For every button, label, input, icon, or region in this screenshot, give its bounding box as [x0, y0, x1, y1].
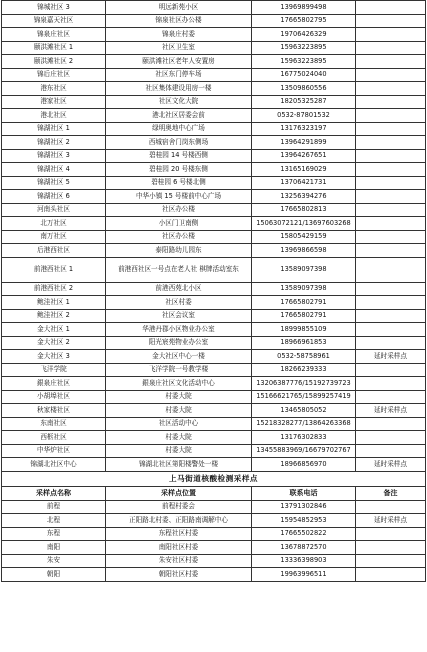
table-row [2, 41, 426, 55]
cell-community: 中华炉社区 [2, 444, 106, 458]
cell-note [356, 244, 426, 258]
cell-community: 前程 [2, 500, 106, 514]
cell-community: 鲍洼社区 1 [2, 296, 106, 310]
cell-community: 港北社区 [2, 109, 106, 123]
cell-phone: 0532-58758961 [252, 350, 356, 364]
cell-note [356, 390, 426, 404]
cell-location: 村委大院 [106, 404, 252, 418]
table-row [2, 458, 426, 472]
table-row [2, 55, 426, 69]
cell-note [356, 431, 426, 445]
cell-community: 后港西社区 [2, 244, 106, 258]
cell-community: 锦湖社区 1 [2, 122, 106, 136]
cell-community: 小胡埠社区 [2, 390, 106, 404]
cell-phone: 15954852953 [252, 514, 356, 528]
cell-location: 社区办公楼 [106, 230, 252, 244]
cell-location: 飞洋学院一号教学楼 [106, 363, 252, 377]
cell-location: 社区集体建设用房一楼 [106, 82, 252, 96]
cell-note [356, 554, 426, 568]
cell-location: 社区村委 [106, 296, 252, 310]
cell-note: 延时采样点 [356, 514, 426, 528]
table-row [2, 176, 426, 190]
cell-note [356, 55, 426, 69]
cell-phone: 18966961853 [252, 336, 356, 350]
cell-location: 社区卫生室 [106, 41, 252, 55]
cell-community: 东程 [2, 527, 106, 541]
table-row [2, 1, 426, 15]
cell-community: 锦湖社区 3 [2, 149, 106, 163]
cell-community: 西柩社区 [2, 431, 106, 445]
cell-phone: 13509860556 [252, 82, 356, 96]
table-row [2, 282, 426, 296]
cell-note [356, 109, 426, 123]
table-row [2, 28, 426, 42]
table-row [2, 514, 426, 528]
cell-community: 前港西社区 2 [2, 282, 106, 296]
cell-location: 前港西社区一号点在老人社 棋牌活动室东 [106, 257, 252, 282]
cell-note [356, 541, 426, 555]
cell-phone: 13336398903 [252, 554, 356, 568]
cell-location: 明远新苑小区 [106, 1, 252, 15]
cell-phone: 17665802813 [252, 203, 356, 217]
table-row [2, 163, 426, 177]
cell-location: 南阳社区村委 [106, 541, 252, 555]
cell-note [356, 217, 426, 231]
cell-note [356, 363, 426, 377]
table-row [2, 68, 426, 82]
cell-location: 前程村委会 [106, 500, 252, 514]
cell-note [356, 136, 426, 150]
cell-phone: 13465805052 [252, 404, 356, 418]
cell-community: 河南头社区 [2, 203, 106, 217]
cell-location: 社区东门停车场 [106, 68, 252, 82]
table-row [2, 244, 426, 258]
table-row [2, 336, 426, 350]
cell-phone: 13589097398 [252, 257, 356, 282]
cell-location: 小区门卫南侧 [106, 217, 252, 231]
header-location: 采样点位置 [106, 486, 252, 500]
cell-community: 东南社区 [2, 417, 106, 431]
cell-phone: 15963223895 [252, 55, 356, 69]
table-row [2, 257, 426, 282]
cell-note [356, 68, 426, 82]
header-row [2, 486, 426, 500]
table-row [2, 109, 426, 123]
cell-location: 锦泉社区办公楼 [106, 14, 252, 28]
cell-community: 锦湖北社区中心 [2, 458, 106, 472]
section-title: 上马街道核酸检测采样点 [2, 471, 426, 486]
cell-location: 社区活动中心 [106, 417, 252, 431]
cell-note [356, 82, 426, 96]
header-phone: 联系电话 [252, 486, 356, 500]
table-row [2, 444, 426, 458]
cell-phone: 15963223895 [252, 41, 356, 55]
cell-note [356, 309, 426, 323]
cell-location: 绿明奥地中心广场 [106, 122, 252, 136]
cell-location: 碧桂园 14 号楼西侧 [106, 149, 252, 163]
cell-community: 鲍洼社区 2 [2, 309, 106, 323]
table-row [2, 190, 426, 204]
cell-location: 港北社区居委会前 [106, 109, 252, 123]
cell-community: 金大社区 3 [2, 350, 106, 364]
cell-community: 锦湖社区 6 [2, 190, 106, 204]
cell-community: 朝阳 [2, 568, 106, 582]
cell-community: 颐洪滩社区 1 [2, 41, 106, 55]
cell-note [356, 41, 426, 55]
cell-note: 延时采样点 [356, 350, 426, 364]
cell-community: 锦湖社区 5 [2, 176, 106, 190]
cell-phone: 18999855109 [252, 323, 356, 337]
table-row [2, 309, 426, 323]
cell-community: 南阳 [2, 541, 106, 555]
cell-phone: 17665802795 [252, 14, 356, 28]
cell-note [356, 176, 426, 190]
cell-phone: 13969866598 [252, 244, 356, 258]
cell-community: 锦泉嘉天社区 [2, 14, 106, 28]
cell-note [356, 95, 426, 109]
cell-phone: 13791302846 [252, 500, 356, 514]
cell-note [356, 28, 426, 42]
cell-community: 金大社区 2 [2, 336, 106, 350]
cell-phone: 13176302833 [252, 431, 356, 445]
cell-note [356, 122, 426, 136]
table-row [2, 95, 426, 109]
table-row [2, 417, 426, 431]
cell-location: 社区会议室 [106, 309, 252, 323]
cell-community: 南万社区 [2, 230, 106, 244]
cell-community: 北程 [2, 514, 106, 528]
table-row [2, 404, 426, 418]
table-row [2, 136, 426, 150]
cell-phone: 15166621765/15899257419 [252, 390, 356, 404]
cell-note [356, 149, 426, 163]
cell-note [356, 190, 426, 204]
cell-location: 朝阳社区村委 [106, 568, 252, 582]
header-note: 备注 [356, 486, 426, 500]
cell-note: 延时采样点 [356, 458, 426, 472]
table-row [2, 527, 426, 541]
cell-note [356, 500, 426, 514]
cell-phone: 17665802791 [252, 296, 356, 310]
cell-location: 阳光宸苑物业办公室 [106, 336, 252, 350]
cell-community: 锦湖社区 4 [2, 163, 106, 177]
cell-phone: 13176323197 [252, 122, 356, 136]
cell-note [356, 417, 426, 431]
cell-community: 金大社区 1 [2, 323, 106, 337]
cell-location: 锦湖北社区第阳楼警处一楼 [106, 458, 252, 472]
cell-location: 社区办公楼 [106, 203, 252, 217]
cell-location: 金大社区中心一楼 [106, 350, 252, 364]
cell-phone: 13706421731 [252, 176, 356, 190]
cell-note [356, 257, 426, 282]
table-row [2, 390, 426, 404]
cell-location: 村委大院 [106, 431, 252, 445]
cell-location: 泰阳路幼儿园东 [106, 244, 252, 258]
cell-location: 碧桂园 20 号楼东侧 [106, 163, 252, 177]
cell-community: 锦城社区 3 [2, 1, 106, 15]
cell-note [356, 568, 426, 582]
cell-phone: 13256394276 [252, 190, 356, 204]
cell-location: 锦泉庄村委 [106, 28, 252, 42]
cell-community: 港家社区 [2, 95, 106, 109]
cell-phone: 17665802791 [252, 309, 356, 323]
cell-location: 西城宿舍门岗东侧场 [106, 136, 252, 150]
table-row [2, 554, 426, 568]
cell-community: 秋家楼社区 [2, 404, 106, 418]
section-title-row [2, 471, 426, 486]
cell-note [356, 323, 426, 337]
cell-phone: 13589097398 [252, 282, 356, 296]
cell-location: 东程社区村委 [106, 527, 252, 541]
table-row [2, 217, 426, 231]
cell-location: 碧桂园 6 号楼北侧 [106, 176, 252, 190]
cell-community: 锦湖社区 2 [2, 136, 106, 150]
table-row [2, 377, 426, 391]
cell-phone: 16775024040 [252, 68, 356, 82]
cell-phone: 13206387776/15192739723 [252, 377, 356, 391]
cell-location: 村委大院 [106, 390, 252, 404]
cell-note [356, 336, 426, 350]
header-community: 采样点名称 [2, 486, 106, 500]
section-block [2, 471, 426, 500]
cell-location: 社区文化大院 [106, 95, 252, 109]
cell-location: 正阳路北村委、正阳路南调解中心 [106, 514, 252, 528]
cell-note [356, 203, 426, 217]
sampling-table [1, 0, 426, 582]
cell-community: 港东社区 [2, 82, 106, 96]
table-row [2, 296, 426, 310]
cell-community: 锦后庄社区 [2, 68, 106, 82]
cell-location: 前港西苑北小区 [106, 282, 252, 296]
cell-location: 中华小镇 15 号楼前中心广场 [106, 190, 252, 204]
cell-location: 朱安社区村委 [106, 554, 252, 568]
cell-community: 銀泉庄社区 [2, 377, 106, 391]
cell-phone: 19963996511 [252, 568, 356, 582]
table-row [2, 122, 426, 136]
cell-location: 銀泉庄社区文化活动中心 [106, 377, 252, 391]
upper-table-body [2, 1, 426, 472]
sampling-point-sheet [1, 0, 425, 582]
cell-phone: 13455883969/16679702767 [252, 444, 356, 458]
cell-note [356, 444, 426, 458]
cell-phone: 18266239333 [252, 363, 356, 377]
table-row [2, 568, 426, 582]
cell-phone: 13165169029 [252, 163, 356, 177]
cell-phone: 15805429159 [252, 230, 356, 244]
cell-community: 北万社区 [2, 217, 106, 231]
cell-phone: 0532-87801532 [252, 109, 356, 123]
cell-phone: 13964291899 [252, 136, 356, 150]
table-row [2, 82, 426, 96]
cell-note: 延时采样点 [356, 404, 426, 418]
cell-phone: 13969899498 [252, 1, 356, 15]
table-row [2, 149, 426, 163]
table-row [2, 500, 426, 514]
cell-phone: 15063072121/13697603268 [252, 217, 356, 231]
cell-phone: 18205325287 [252, 95, 356, 109]
cell-location: 华港丹郡小区物业办公室 [106, 323, 252, 337]
cell-note [356, 527, 426, 541]
table-row [2, 323, 426, 337]
cell-location: 村委大院 [106, 444, 252, 458]
cell-phone: 18966856970 [252, 458, 356, 472]
cell-community: 飞洋学院 [2, 363, 106, 377]
cell-note [356, 377, 426, 391]
cell-note [356, 1, 426, 15]
table-row [2, 431, 426, 445]
cell-community: 颐洪滩社区 2 [2, 55, 106, 69]
cell-location: 颐洪滩社区老年人安置房 [106, 55, 252, 69]
cell-community: 锦泉庄社区 [2, 28, 106, 42]
cell-community: 朱安 [2, 554, 106, 568]
cell-community: 前港西社区 1 [2, 257, 106, 282]
cell-note [356, 282, 426, 296]
table-row [2, 203, 426, 217]
cell-note [356, 296, 426, 310]
table-row [2, 541, 426, 555]
cell-phone: 13678872570 [252, 541, 356, 555]
table-row [2, 230, 426, 244]
table-row [2, 14, 426, 28]
lower-table-body [2, 500, 426, 581]
cell-note [356, 230, 426, 244]
table-row [2, 350, 426, 364]
cell-phone: 17665502822 [252, 527, 356, 541]
cell-phone: 19706426329 [252, 28, 356, 42]
cell-phone: 15218328277/13864263368 [252, 417, 356, 431]
cell-note [356, 14, 426, 28]
cell-note [356, 163, 426, 177]
cell-phone: 13964267651 [252, 149, 356, 163]
table-row [2, 363, 426, 377]
